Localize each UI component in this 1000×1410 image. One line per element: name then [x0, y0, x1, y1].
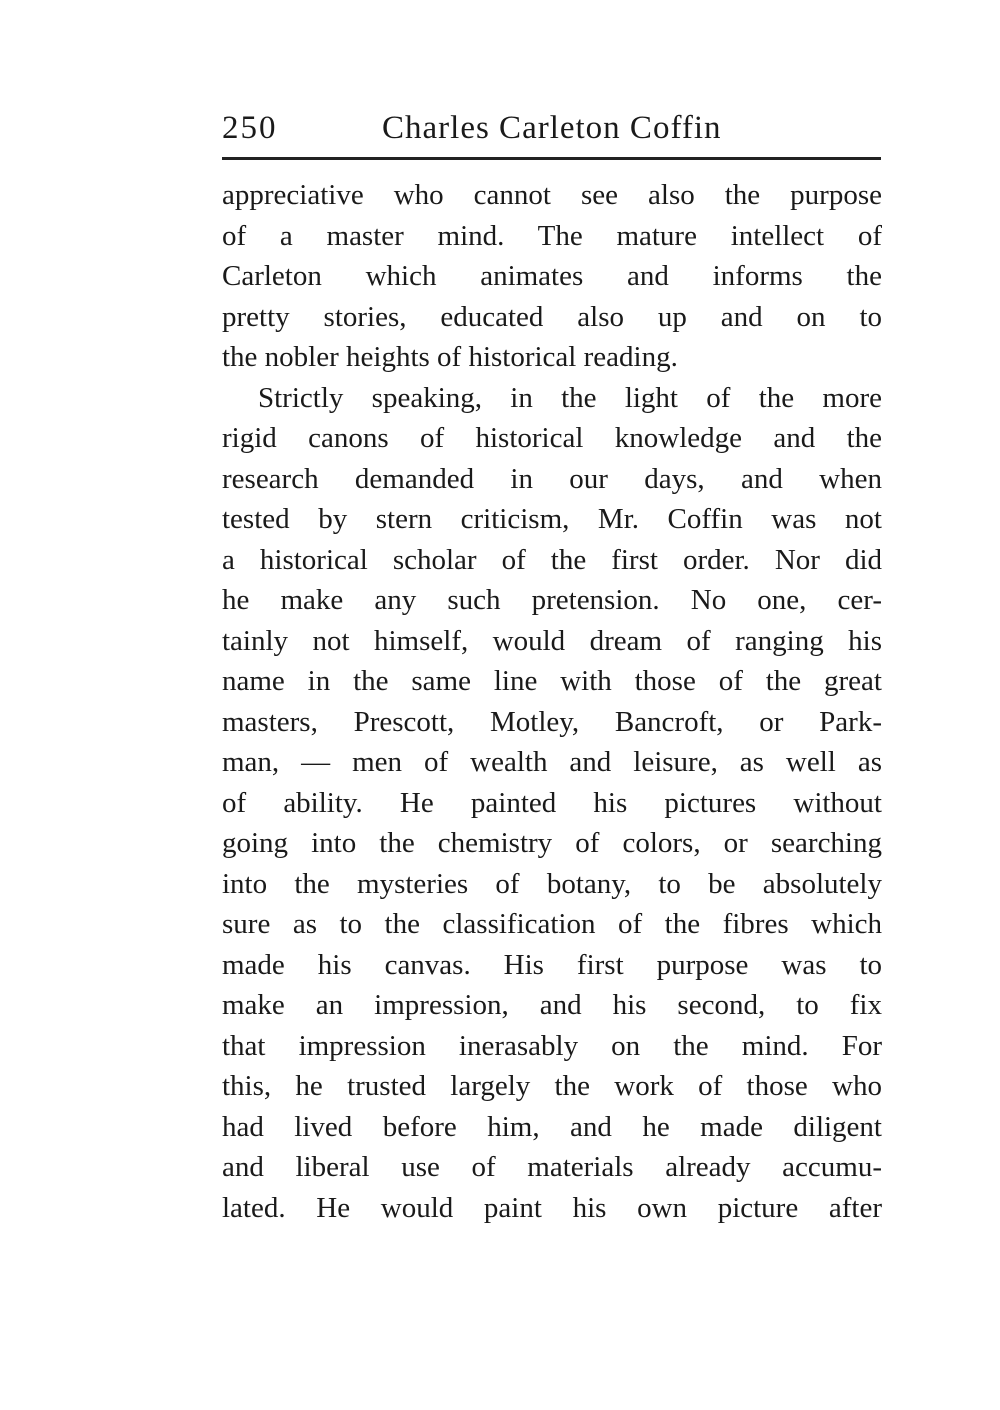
text-line: pretty stories, educated also up and on to — [222, 300, 882, 333]
text-line: man, — men of wealth and leisure, as well as — [222, 746, 882, 778]
text-line: going into the chemistry of colors, or searching — [222, 827, 882, 859]
text-line: of ability. He painted his pictures without — [222, 786, 882, 819]
text-line: tested by stern criticism, Mr. Coffin was not — [222, 503, 882, 535]
text-line: sure as to the classification of the fibres which — [222, 908, 882, 940]
text-line: name in the same line with those of the great — [222, 665, 882, 697]
running-title: Charles Carleton Coffin — [382, 110, 722, 146]
text-line: lated. He would paint his own picture after — [222, 1191, 882, 1224]
paragraph-1 — [222, 175, 882, 378]
text-line: and liberal use of materials already accumu- — [222, 1151, 882, 1183]
paragraph-2 — [222, 378, 882, 1229]
text-line: this, he trusted largely the work of those who — [222, 1070, 882, 1102]
text-line: make an impression, and his second, to fix — [222, 989, 882, 1021]
text-line: Strictly speaking, in the light of the more — [258, 381, 882, 414]
text-line: into the mysteries of botany, to be absolutely — [222, 867, 882, 900]
text-line: a historical scholar of the first order. Nor did — [222, 543, 882, 576]
text-line: had lived before him, and he made diligent — [222, 1110, 882, 1143]
text-line: tainly not himself, would dream of ranging his — [222, 624, 882, 657]
text-line: the nobler heights of historical reading. — [222, 341, 678, 373]
text-line: of a master mind. The mature intellect of — [222, 219, 882, 252]
body-text — [222, 175, 882, 1228]
text-line: research demanded in our days, and when — [222, 462, 882, 495]
header-rule — [222, 157, 881, 160]
text-line: rigid canons of historical knowledge and the — [222, 422, 882, 454]
text-line: made his canvas. His first purpose was to — [222, 948, 882, 981]
text-line: Carleton which animates and informs the — [222, 260, 882, 292]
running-head — [222, 104, 882, 152]
text-line: masters, Prescott, Motley, Bancroft, or Park- — [222, 705, 882, 738]
text-line: appreciative who cannot see also the purpose — [222, 179, 882, 211]
page-number: 250 — [222, 110, 278, 146]
text-line: he make any such pretension. No one, cer- — [222, 584, 882, 616]
text-line: that impression inerasably on the mind. For — [222, 1029, 882, 1062]
